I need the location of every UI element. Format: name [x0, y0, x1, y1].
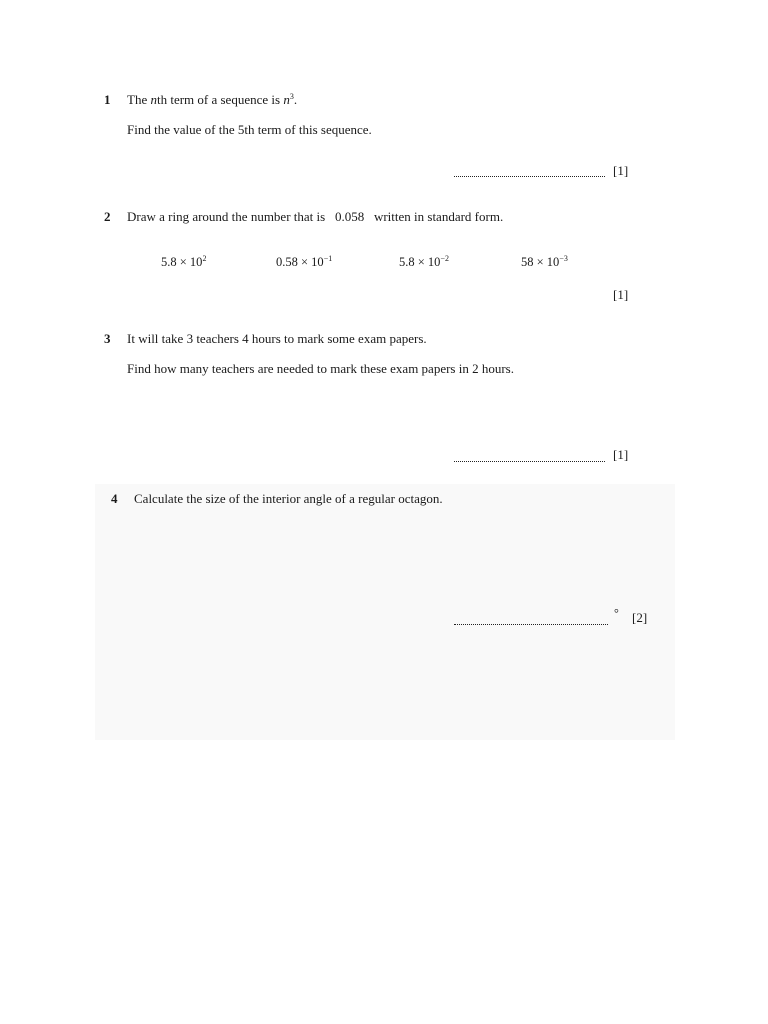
- question-4-marks: [2]: [632, 610, 648, 625]
- option-3-exponent: −2: [440, 254, 449, 263]
- question-3-text: It will take 3 teachers 4 hours to mark some exam papers.: [127, 331, 427, 346]
- question-2-value: 0.058: [334, 209, 365, 224]
- question-1-text-start: The: [127, 92, 151, 107]
- question-2-option-2[interactable]: [276, 255, 332, 270]
- question-1-marks: [1]: [613, 163, 629, 178]
- question-4-panel: [95, 484, 675, 740]
- option-1-exponent: 2: [202, 254, 207, 263]
- question-3-marks: [1]: [613, 447, 629, 462]
- question-4-text: Calculate the size of the interior angle of a regular octagon.: [134, 491, 443, 506]
- question-1-expression-exponent: 3: [289, 92, 294, 101]
- question-2-option-4[interactable]: [521, 255, 568, 270]
- question-2-instruction-end: written in standard form.: [373, 209, 504, 224]
- question-1-number: 1: [104, 92, 111, 107]
- option-2-exponent: −1: [323, 254, 333, 263]
- question-2-number: 2: [104, 209, 111, 224]
- question-1-instruction: Find the value of the 5th term of this sequence.: [127, 122, 372, 137]
- question-1-text-middle: th term of a sequence is: [156, 92, 284, 107]
- question-2-option-3[interactable]: [399, 255, 449, 270]
- question-1-expression-base: n: [283, 92, 290, 107]
- question-2-text: [127, 209, 503, 225]
- question-3-instruction: Find how many teachers are needed to mark these exam papers in 2 hours.: [127, 361, 514, 376]
- question-1-text-end: .: [293, 92, 298, 107]
- question-4-answer-line[interactable]: [454, 624, 608, 625]
- question-1-text: [127, 92, 297, 108]
- option-3-base: 5.8 × 10: [399, 255, 441, 269]
- question-4-number: 4: [111, 491, 118, 506]
- option-2-base: 0.58 × 10: [276, 255, 324, 269]
- option-4-base: 58 × 10: [521, 255, 560, 269]
- question-2-instruction: Draw a ring around the number that is: [127, 209, 326, 224]
- question-3-number: 3: [104, 331, 111, 346]
- question-2-option-1[interactable]: [161, 255, 206, 270]
- option-4-exponent: −3: [559, 254, 568, 263]
- question-2-marks: [1]: [613, 287, 629, 302]
- option-1-base: 5.8 × 10: [161, 255, 203, 269]
- question-1-answer-line[interactable]: [454, 176, 605, 177]
- question-3-answer-line[interactable]: [454, 461, 605, 462]
- question-4-degree-unit: °: [614, 606, 619, 620]
- question-1-n-variable: n: [150, 92, 157, 107]
